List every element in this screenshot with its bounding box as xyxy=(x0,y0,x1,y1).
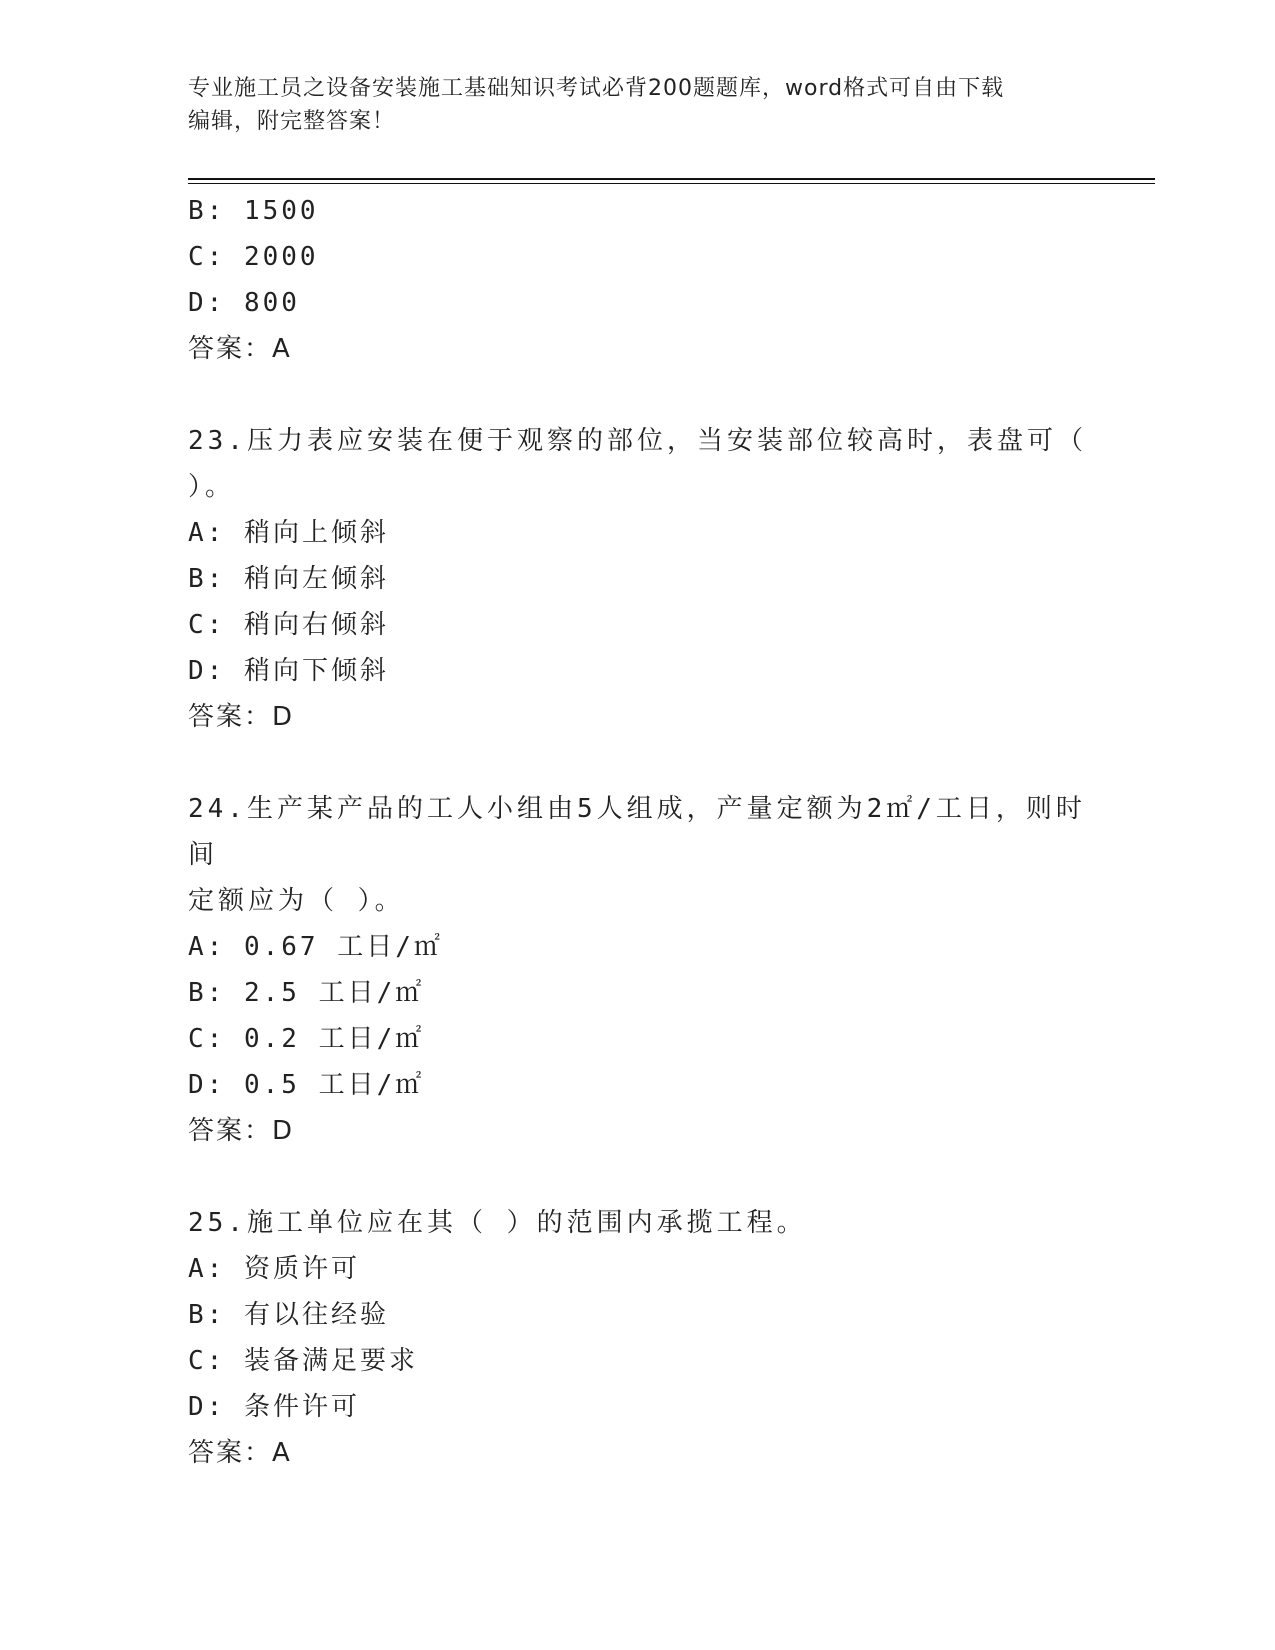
question-22-continued xyxy=(188,188,1088,372)
question-stem: 23.压力表应安装在便于观察的部位，当安装部位较高时，表盘可（ xyxy=(188,426,1087,456)
option-d: D: 条件许可 xyxy=(188,1392,360,1422)
header-title-line-2: 编辑，附完整答案！ xyxy=(188,109,396,134)
header-divider-thick xyxy=(188,178,1155,180)
answer-label: 答案：A xyxy=(188,334,292,364)
question-25 xyxy=(188,1200,1088,1476)
question-stem-continued: 定额应为（ ）。 xyxy=(188,886,405,916)
option-c: C: 0.2 工日/㎡ xyxy=(188,1024,425,1054)
option-c: C: 稍向右倾斜 xyxy=(188,610,389,640)
option-a: A: 0.67 工日/㎡ xyxy=(188,932,443,962)
document-header xyxy=(188,72,1068,138)
option-c: C: 装备满足要求 xyxy=(188,1346,418,1376)
option-b: B: 稍向左倾斜 xyxy=(188,564,389,594)
question-23 xyxy=(188,418,1088,740)
question-stem: 25.施工单位应在其（ ）的范围内承揽工程。 xyxy=(188,1208,807,1238)
header-title-line-1: 专业施工员之设备安装施工基础知识考试必背200题题库，word格式可自由下载 xyxy=(188,76,1005,101)
option-d: D: 0.5 工日/㎡ xyxy=(188,1070,425,1100)
option-b: B: 1500 xyxy=(188,196,319,226)
header-divider-thin xyxy=(188,183,1155,184)
option-b: B: 2.5 工日/㎡ xyxy=(188,978,425,1008)
option-b: B: 有以往经验 xyxy=(188,1300,389,1330)
answer-label: 答案：A xyxy=(188,1438,292,1468)
option-d: D: 800 xyxy=(188,288,300,318)
question-stem: 24.生产某产品的工人小组由5人组成，产量定额为2㎡/工日，则时间 xyxy=(188,794,1086,870)
answer-label: 答案：D xyxy=(188,1116,295,1146)
option-a: A: 资质许可 xyxy=(188,1254,360,1284)
option-a: A: 稍向上倾斜 xyxy=(188,518,389,548)
option-d: D: 稍向下倾斜 xyxy=(188,656,389,686)
option-c: C: 2000 xyxy=(188,242,319,272)
answer-label: 答案：D xyxy=(188,702,295,732)
question-24 xyxy=(188,786,1088,1154)
question-stem-continued: ）。 xyxy=(188,472,236,502)
question-list xyxy=(188,188,1088,1476)
